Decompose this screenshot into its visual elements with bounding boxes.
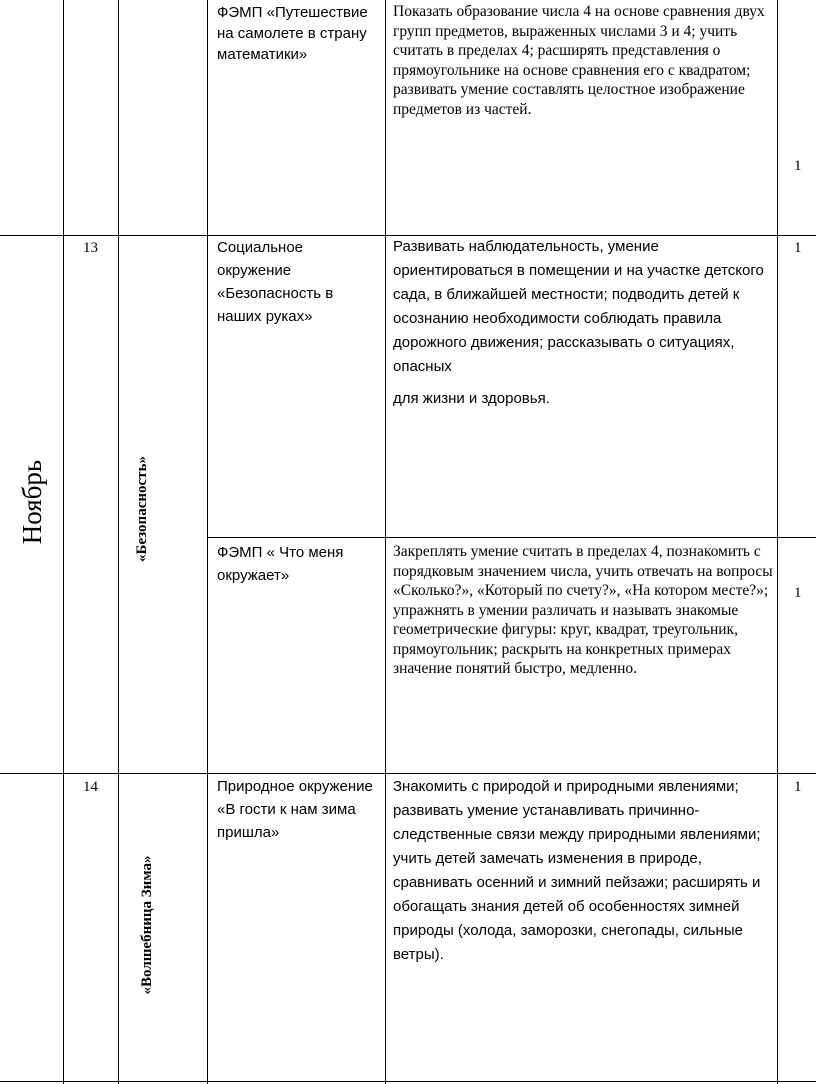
row2-hours: 1 bbox=[794, 240, 802, 256]
col-line-theme-left bbox=[207, 0, 208, 1084]
row3-theme: ФЭМП « Что меня окружает» bbox=[217, 544, 344, 584]
row4-theme: Природное окружение «В гости к нам зима пришла» bbox=[217, 778, 373, 841]
row4-number: 14 bbox=[83, 779, 98, 795]
row1-theme: ФЭМП «Путешествие на самолете в страну математики» bbox=[217, 4, 368, 63]
row2-week-topic: «Безопасность» bbox=[134, 456, 150, 562]
col-line-month-left bbox=[63, 0, 64, 1084]
row2-theme: Социальное окружение «Безопасность в наших руках» bbox=[217, 239, 334, 325]
row2-tasks-tail: для жизни и здоровья. bbox=[393, 390, 550, 407]
row-line-bottom bbox=[0, 1081, 816, 1082]
col-line-number-left bbox=[118, 0, 119, 1084]
row4-hours: 1 bbox=[794, 779, 802, 795]
col-line-tasks-left bbox=[385, 0, 386, 1084]
row3-hours: 1 bbox=[794, 585, 802, 601]
row3-tasks: Закреплять умение считать в пределах 4, познакомить с порядковым значением числа, учить отвечать на вопросы «Сколько?», «Который по счету?», «На котором месте?»; упражнять в умении различать и называть знакомые геометрические фигуры: круг, квадрат, треугольник, прямоугольник; раскрыть на конкретных примерах значение понятий быстро, медленно. bbox=[393, 543, 773, 677]
row-line-after-row2 bbox=[207, 537, 816, 538]
row2-tasks: Развивать наблюдательность, умение ориентироваться в помещении и на участке детского сада, в ближайшей местности; подводить детей к осознанию необходимости соблюдать правила дорожного движения; рассказывать о ситуациях, опасных bbox=[393, 238, 764, 375]
row-line-after-row3 bbox=[0, 773, 816, 774]
row1-tasks: Показать образование числа 4 на основе сравнения двух групп предметов, выраженных числами 3 и 4; учить считать в пределах 4; расширять представления о прямоугольнике на основе сравнения его с квадратом; развивать умение составлять целостное изображение предметов из частей. bbox=[393, 3, 765, 118]
row4-tasks: Знакомить с природой и природными явлениями; развивать умение устанавливать причинно- следственные связи между природными явлениями; учить детей замечать изменения в природе, сравнивать осенний и зимний пейзажи; расширять и обогащать знания детей об особенностях зимней природы (холода, заморозки, снегопады, сильные ветры). bbox=[393, 778, 761, 963]
col-line-hours-left bbox=[777, 0, 778, 1084]
month-label: Ноябрь bbox=[17, 459, 47, 545]
row4-week-topic: «Волшебница Зима» bbox=[139, 855, 155, 995]
row2-number: 13 bbox=[83, 240, 98, 256]
row1-hours: 1 bbox=[794, 158, 802, 174]
